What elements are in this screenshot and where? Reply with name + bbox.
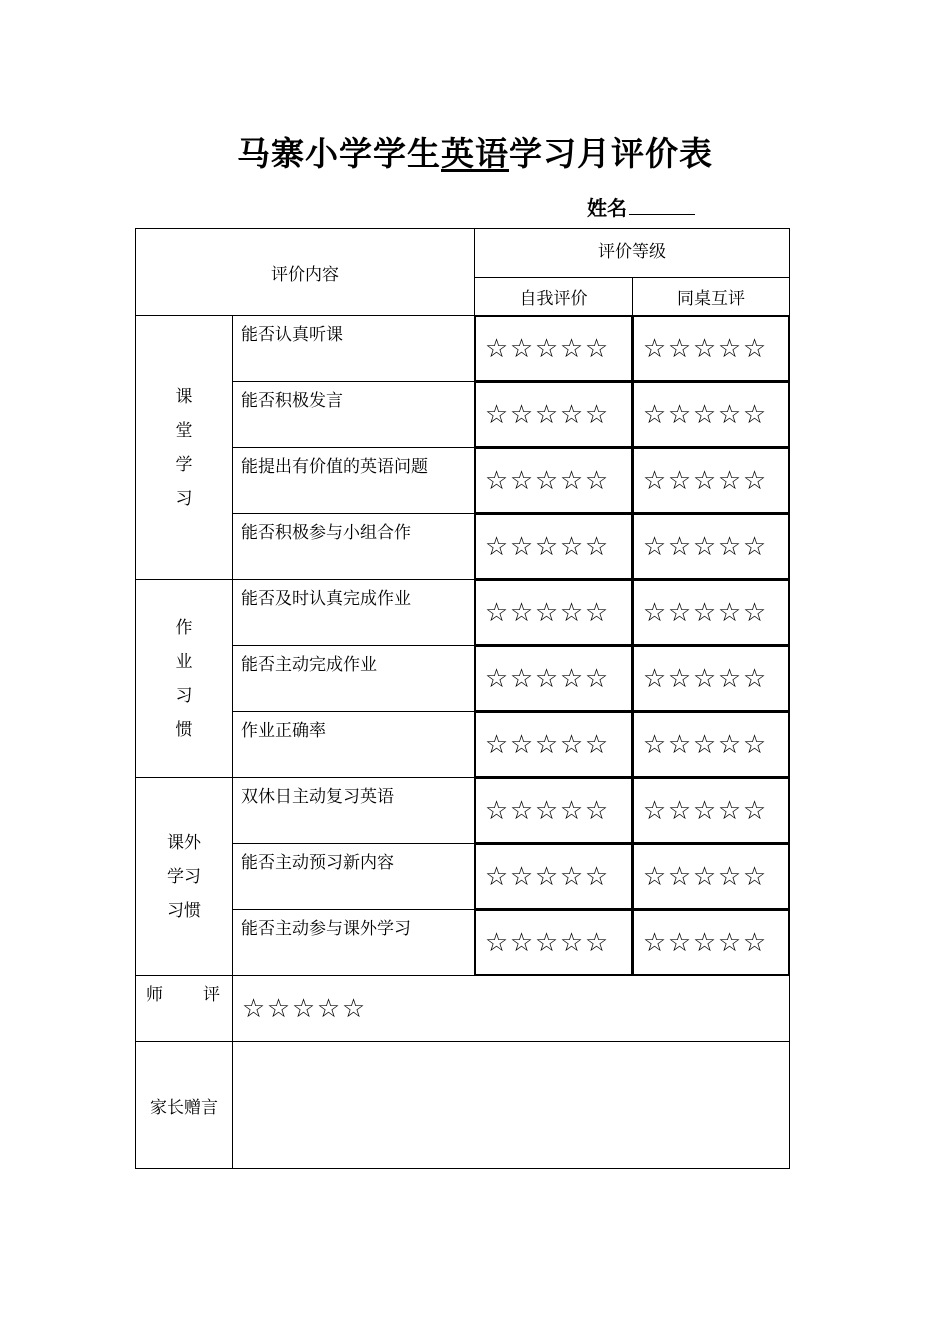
- criterion-label: 能否认真听课: [241, 325, 343, 345]
- star-icon[interactable]: ☆: [484, 597, 509, 628]
- star-icon[interactable]: ☆: [667, 531, 692, 562]
- star-icon[interactable]: ☆: [692, 861, 717, 892]
- star-icon[interactable]: ☆: [559, 927, 584, 958]
- self-rating-stars[interactable]: [474, 513, 633, 580]
- star-icon[interactable]: ☆: [509, 333, 534, 364]
- star-icon[interactable]: ☆: [692, 597, 717, 628]
- group-label-line: 习: [175, 488, 193, 509]
- star-icon[interactable]: ☆: [642, 729, 667, 760]
- header-peer-cell: [632, 277, 790, 316]
- star-icon[interactable]: ☆: [241, 993, 266, 1024]
- star-icon[interactable]: ☆: [692, 927, 717, 958]
- header-grade-label: 评价等级: [598, 242, 666, 262]
- group-label-line: 学习: [167, 866, 201, 887]
- star-icon[interactable]: ☆: [717, 795, 742, 826]
- star-icon[interactable]: ☆: [509, 861, 534, 892]
- star-icon[interactable]: ☆: [584, 861, 609, 892]
- star-icon[interactable]: ☆: [559, 465, 584, 496]
- star-icon[interactable]: ☆: [484, 861, 509, 892]
- star-icon[interactable]: ☆: [667, 861, 692, 892]
- criterion-label: 能否及时认真完成作业: [241, 589, 411, 609]
- criterion-cell: [232, 579, 475, 646]
- name-field: [587, 192, 695, 221]
- group-label-cell: [135, 579, 233, 778]
- criterion-cell: [232, 843, 475, 910]
- star-icon[interactable]: ☆: [484, 333, 509, 364]
- criterion-label: 能否积极发言: [241, 391, 343, 411]
- criterion-cell: [232, 381, 475, 448]
- star-icon[interactable]: ☆: [667, 729, 692, 760]
- star-icon[interactable]: ☆: [717, 465, 742, 496]
- star-icon[interactable]: ☆: [584, 399, 609, 430]
- peer-rating-stars[interactable]: [632, 909, 790, 976]
- self-rating-stars[interactable]: [474, 711, 633, 778]
- star-icon[interactable]: ☆: [534, 861, 559, 892]
- star-icon[interactable]: ☆: [642, 927, 667, 958]
- star-icon[interactable]: ☆: [742, 531, 767, 562]
- criterion-label: 能否主动预习新内容: [241, 853, 394, 873]
- peer-rating-stars[interactable]: [632, 711, 790, 778]
- self-rating-stars[interactable]: [474, 843, 633, 910]
- star-icon[interactable]: ☆: [717, 861, 742, 892]
- star-icon[interactable]: ☆: [642, 663, 667, 694]
- header-content-cell: [135, 228, 475, 316]
- star-icon[interactable]: ☆: [559, 531, 584, 562]
- star-icon[interactable]: ☆: [717, 729, 742, 760]
- star-icon[interactable]: ☆: [717, 663, 742, 694]
- star-icon[interactable]: ☆: [559, 861, 584, 892]
- criterion-cell: [232, 645, 475, 712]
- criterion-label: 能提出有价值的英语问题: [241, 457, 428, 477]
- criterion-label: 能否积极参与小组合作: [241, 523, 411, 543]
- star-icon[interactable]: ☆: [584, 927, 609, 958]
- star-icon[interactable]: ☆: [717, 927, 742, 958]
- teacher-label-cell: [135, 975, 233, 1042]
- star-icon[interactable]: ☆: [484, 465, 509, 496]
- teacher-label: 评: [203, 985, 220, 1005]
- star-icon[interactable]: ☆: [534, 597, 559, 628]
- star-icon[interactable]: ☆: [509, 927, 534, 958]
- star-icon[interactable]: ☆: [742, 927, 767, 958]
- peer-rating-stars[interactable]: [632, 513, 790, 580]
- star-icon[interactable]: ☆: [642, 399, 667, 430]
- star-icon[interactable]: ☆: [584, 795, 609, 826]
- star-icon[interactable]: ☆: [692, 465, 717, 496]
- star-icon[interactable]: ☆: [484, 531, 509, 562]
- star-icon[interactable]: ☆: [559, 399, 584, 430]
- star-icon[interactable]: ☆: [642, 861, 667, 892]
- parent-comment-area[interactable]: [232, 1041, 790, 1169]
- star-icon[interactable]: ☆: [717, 333, 742, 364]
- criterion-label: 双休日主动复习英语: [241, 787, 394, 807]
- star-icon[interactable]: ☆: [692, 399, 717, 430]
- star-icon[interactable]: ☆: [692, 663, 717, 694]
- star-icon[interactable]: ☆: [559, 729, 584, 760]
- group-label-line: 堂: [175, 420, 193, 441]
- peer-rating-stars[interactable]: [632, 381, 790, 448]
- star-icon[interactable]: ☆: [534, 465, 559, 496]
- group-label-line: 课外: [167, 832, 201, 853]
- star-icon[interactable]: ☆: [484, 729, 509, 760]
- star-icon[interactable]: ☆: [642, 597, 667, 628]
- star-icon[interactable]: ☆: [742, 597, 767, 628]
- star-icon[interactable]: ☆: [742, 729, 767, 760]
- star-icon[interactable]: ☆: [291, 993, 316, 1024]
- peer-rating-stars[interactable]: [632, 843, 790, 910]
- criterion-label: 能否主动参与课外学习: [241, 919, 411, 939]
- criterion-cell: [232, 777, 475, 844]
- parent-label-cell: [135, 1041, 233, 1169]
- star-icon[interactable]: ☆: [692, 531, 717, 562]
- star-icon[interactable]: ☆: [584, 729, 609, 760]
- star-icon[interactable]: ☆: [667, 663, 692, 694]
- star-icon[interactable]: ☆: [484, 399, 509, 430]
- star-icon[interactable]: ☆: [584, 465, 609, 496]
- group-label-line: 习惯: [167, 900, 201, 921]
- star-icon[interactable]: ☆: [642, 795, 667, 826]
- star-icon[interactable]: ☆: [559, 333, 584, 364]
- star-icon[interactable]: ☆: [534, 333, 559, 364]
- criterion-label: 能否主动完成作业: [241, 655, 377, 675]
- group-label-line: 习: [175, 685, 193, 706]
- star-icon[interactable]: ☆: [742, 795, 767, 826]
- star-icon[interactable]: ☆: [534, 927, 559, 958]
- star-icon[interactable]: ☆: [534, 795, 559, 826]
- peer-rating-stars[interactable]: [632, 777, 790, 844]
- group-label-cell: [135, 315, 233, 580]
- star-icon[interactable]: ☆: [717, 597, 742, 628]
- group-label-line: 作: [175, 617, 193, 638]
- star-icon[interactable]: ☆: [742, 861, 767, 892]
- star-icon[interactable]: ☆: [642, 333, 667, 364]
- self-rating-stars[interactable]: [474, 777, 633, 844]
- star-icon[interactable]: ☆: [667, 795, 692, 826]
- header-peer-label: 同桌互评: [677, 289, 745, 309]
- star-icon[interactable]: ☆: [509, 399, 534, 430]
- star-icon[interactable]: ☆: [667, 333, 692, 364]
- star-icon[interactable]: ☆: [266, 993, 291, 1024]
- page-title: 马寨小学学生英语学习月评价表: [237, 134, 713, 173]
- group-label-line: 业: [175, 651, 193, 672]
- group-label-cell: [135, 777, 233, 976]
- star-icon[interactable]: ☆: [509, 663, 534, 694]
- self-rating-stars[interactable]: [474, 315, 633, 382]
- self-rating-stars[interactable]: [474, 381, 633, 448]
- star-icon[interactable]: ☆: [667, 399, 692, 430]
- star-icon[interactable]: ☆: [509, 531, 534, 562]
- star-icon[interactable]: ☆: [559, 663, 584, 694]
- peer-rating-stars[interactable]: [632, 447, 790, 514]
- peer-rating-stars[interactable]: [632, 315, 790, 382]
- star-icon[interactable]: ☆: [742, 663, 767, 694]
- star-icon[interactable]: ☆: [584, 663, 609, 694]
- star-icon[interactable]: ☆: [484, 663, 509, 694]
- parent-comment-label: 家长赠言: [150, 1097, 218, 1118]
- star-icon[interactable]: ☆: [642, 531, 667, 562]
- star-icon[interactable]: ☆: [509, 795, 534, 826]
- group-label-line: 学: [175, 454, 193, 475]
- name-label: 姓名: [587, 196, 627, 220]
- star-icon[interactable]: ☆: [692, 795, 717, 826]
- star-icon[interactable]: ☆: [534, 531, 559, 562]
- star-icon[interactable]: ☆: [559, 597, 584, 628]
- star-icon[interactable]: ☆: [667, 927, 692, 958]
- teacher-rating-stars[interactable]: [232, 975, 790, 1042]
- star-icon[interactable]: ☆: [316, 993, 341, 1024]
- star-icon[interactable]: ☆: [584, 333, 609, 364]
- star-icon[interactable]: ☆: [667, 465, 692, 496]
- star-icon[interactable]: ☆: [742, 465, 767, 496]
- name-blank[interactable]: [629, 194, 695, 215]
- peer-rating-stars[interactable]: [632, 645, 790, 712]
- criterion-label: 作业正确率: [241, 721, 326, 741]
- star-icon[interactable]: ☆: [717, 531, 742, 562]
- peer-rating-stars[interactable]: [632, 579, 790, 646]
- star-icon[interactable]: ☆: [484, 795, 509, 826]
- header-self-label: 自我评价: [519, 289, 588, 309]
- star-icon[interactable]: ☆: [341, 993, 366, 1024]
- self-rating-stars[interactable]: [474, 579, 633, 646]
- star-icon[interactable]: ☆: [584, 531, 609, 562]
- criterion-cell: [232, 447, 475, 514]
- group-label-line: 惯: [175, 719, 193, 740]
- header-content-label: 评价内容: [271, 264, 339, 285]
- star-icon[interactable]: ☆: [509, 465, 534, 496]
- star-icon[interactable]: ☆: [742, 333, 767, 364]
- star-icon[interactable]: ☆: [509, 597, 534, 628]
- self-rating-stars[interactable]: [474, 645, 633, 712]
- criterion-cell: [232, 711, 475, 778]
- star-icon[interactable]: ☆: [692, 729, 717, 760]
- criterion-cell: [232, 315, 475, 382]
- star-icon[interactable]: ☆: [717, 399, 742, 430]
- star-icon[interactable]: ☆: [534, 729, 559, 760]
- self-rating-stars[interactable]: [474, 447, 633, 514]
- star-icon[interactable]: ☆: [559, 795, 584, 826]
- criterion-cell: [232, 909, 475, 976]
- star-icon[interactable]: ☆: [534, 399, 559, 430]
- star-icon[interactable]: ☆: [692, 333, 717, 364]
- self-rating-stars[interactable]: [474, 909, 633, 976]
- star-icon[interactable]: ☆: [642, 465, 667, 496]
- header-grade-cell: [474, 228, 790, 278]
- group-label-line: 课: [175, 386, 193, 407]
- star-icon[interactable]: ☆: [484, 927, 509, 958]
- star-icon[interactable]: ☆: [742, 399, 767, 430]
- header-self-cell: [474, 277, 633, 316]
- star-icon[interactable]: ☆: [509, 729, 534, 760]
- criterion-cell: [232, 513, 475, 580]
- star-icon[interactable]: ☆: [584, 597, 609, 628]
- teacher-label: 师: [146, 985, 163, 1005]
- star-icon[interactable]: ☆: [534, 663, 559, 694]
- star-icon[interactable]: ☆: [667, 597, 692, 628]
